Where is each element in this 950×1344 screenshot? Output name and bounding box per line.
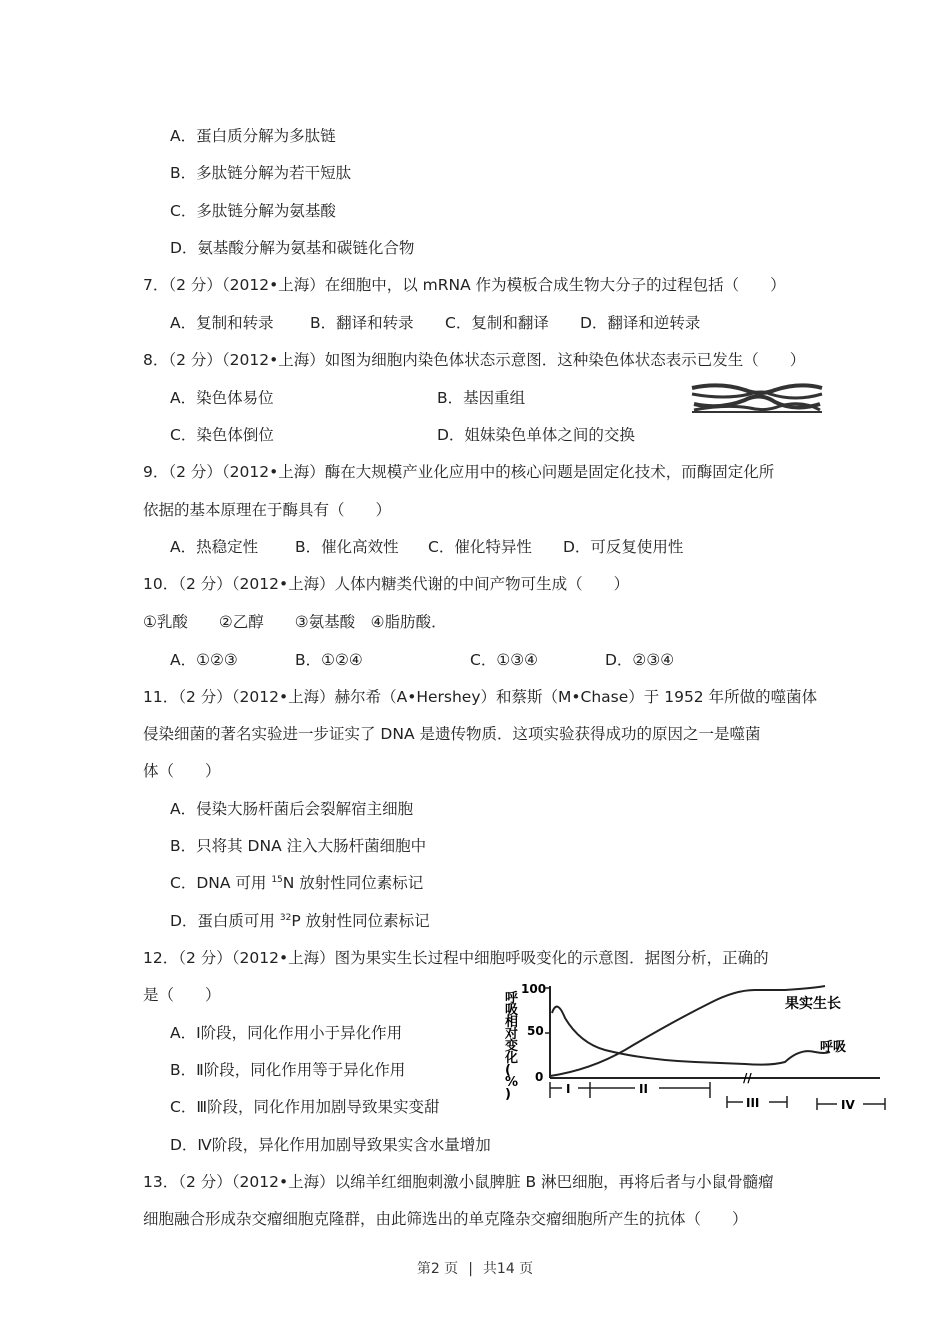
q6-option-c: C．多肽链分解为氨基酸 xyxy=(170,202,336,220)
chart-ylabel-char: ) xyxy=(505,1087,512,1102)
chromosome-diagram xyxy=(690,380,824,414)
q9-option-d: D．可反复使用性 xyxy=(563,538,684,556)
axis-break-mark: // xyxy=(743,1071,752,1085)
q13-stem-line1: 13．（2 分）（2012•上海）以绵羊红细胞刺激小鼠脾脏 B 淋巴细胞，再将后者与小鼠骨髓瘤 xyxy=(143,1173,774,1191)
q10-stem: 10．（2 分）（2012•上海）人体内糖类代谢的中间产物可生成（ ） xyxy=(143,575,630,593)
q10-option-b: B．①②④ xyxy=(295,651,363,669)
q6-option-b: B．多肽链分解为若干短肽 xyxy=(170,164,352,182)
q11-stem-line3: 体（ ） xyxy=(143,762,221,780)
q11-stem-line2: 侵染细菌的著名实验进一步证实了 DNA 是遗传物质．这项实验获得成功的原因之一是噬菌 xyxy=(143,725,761,743)
q7-option-c: C．复制和翻译 xyxy=(445,314,549,332)
stage-brackets xyxy=(550,1082,885,1110)
stage-label-1: I xyxy=(566,1082,571,1096)
chart-ytick-100: 100 xyxy=(521,982,547,996)
q11-option-b: B．只将其 DNA 注入大肠杆菌细胞中 xyxy=(170,837,427,855)
chart-ylabel-char: % xyxy=(505,1075,520,1090)
series-label-fruit-growth: 果实生长 xyxy=(785,996,841,1012)
chart-ylabel-char: 相 xyxy=(505,1015,520,1030)
q11-option-c-text-tail: N 放射性同位素标记 xyxy=(282,874,424,892)
q11-option-d-text-tail: P 放射性同位素标记 xyxy=(291,912,430,930)
chart-ylabel-char: 变 xyxy=(505,1039,520,1054)
q9-stem-line1: 9．（2 分）（2012•上海）酶在大规模产业化应用中的核心问题是固定化技术，而酶固定化所 xyxy=(143,463,775,481)
isotope-mass-15: 15 xyxy=(271,875,283,885)
q9-option-b: B．催化高效性 xyxy=(295,538,399,556)
series-label-respiration: 呼吸 xyxy=(820,1040,847,1055)
q11-option-a: A．侵染大肠杆菌后会裂解宿主细胞 xyxy=(170,800,414,818)
chart-ylabel-char: 吸 xyxy=(505,1003,520,1018)
isotope-mass-32: 32 xyxy=(279,913,292,923)
q9-stem-line2: 依据的基本原理在于酶具有（ ） xyxy=(143,501,392,519)
q6-option-d: D．氨基酸分解为氨基和碳链化合物 xyxy=(170,239,415,257)
chart-ylabel-char: 化 xyxy=(505,1051,520,1066)
q7-stem: 7．（2 分）（2012•上海）在细胞中，以 mRNA 作为模板合成生物大分子的过程包括（ ） xyxy=(143,276,786,294)
q12-option-c: C．Ⅲ阶段，同化作用加剧导致果实变甜 xyxy=(170,1098,440,1116)
q10-option-c: C．①③④ xyxy=(470,651,539,669)
q12-option-d: D．Ⅳ阶段，异化作用加剧导致果实含水量增加 xyxy=(170,1136,491,1154)
stage-label-2: II xyxy=(639,1082,648,1096)
respiration-chart xyxy=(495,978,890,1113)
q10-option-a: A．①②③ xyxy=(170,651,238,669)
q11-option-d-text: D．蛋白质可用 xyxy=(170,912,280,930)
q10-option-d: D．②③④ xyxy=(605,651,675,669)
chart-ylabel xyxy=(504,990,519,1102)
q6-option-a: A．蛋白质分解为多肽链 xyxy=(170,127,336,145)
q11-option-c xyxy=(170,871,423,893)
chart-ytick-0: 0 xyxy=(535,1070,544,1084)
q7-option-b: B．翻译和转录 xyxy=(310,314,414,332)
chart-ytick-50: 50 xyxy=(527,1024,544,1038)
q8-stem: 8．（2 分）（2012•上海）如图为细胞内染色体状态示意图．这种染色体状态表示已发生（ ） xyxy=(143,351,806,369)
chart-ylabel-char: 呼 xyxy=(505,991,520,1006)
q7-option-d: D．翻译和逆转录 xyxy=(580,314,701,332)
q9-option-c: C．催化特异性 xyxy=(428,538,532,556)
q12-stem-line2: 是（ ） xyxy=(143,986,221,1004)
q8-option-d: D．姐妹染色单体之间的交换 xyxy=(437,426,635,444)
q8-option-a: A．染色体易位 xyxy=(170,389,274,407)
q9-option-a: A．热稳定性 xyxy=(170,538,259,556)
chart-ylabel-char: 对 xyxy=(505,1027,520,1042)
q11-stem-line1: 11．（2 分）（2012•上海）赫尔希（A•Hershey）和蔡斯（M•Chase）于 1952 年所做的噬菌体 xyxy=(143,688,818,706)
q11-option-c-text: C．DNA 可用 xyxy=(170,874,272,892)
q12-option-b: B．Ⅱ阶段，同化作用等于异化作用 xyxy=(170,1061,406,1079)
q12-option-a: A．Ⅰ阶段，同化作用小于异化作用 xyxy=(170,1024,403,1042)
q8-option-b: B．基因重组 xyxy=(437,389,526,407)
footer-separator: | xyxy=(468,1261,473,1277)
q7-option-a: A．复制和转录 xyxy=(170,314,274,332)
page-footer xyxy=(0,1258,950,1278)
q12-stem-line1: 12．（2 分）（2012•上海）图为果实生长过程中细胞呼吸变化的示意图．据图分析，正确的 xyxy=(143,949,769,967)
q11-option-d xyxy=(170,909,430,931)
stage-label-3: III xyxy=(746,1096,760,1110)
stage-label-4: IV xyxy=(841,1098,855,1112)
footer-total-pages: 共14 页 xyxy=(482,1261,534,1277)
q10-items: ①乳酸 ②乙醇 ③氨基酸 ④脂肪酸． xyxy=(143,613,447,631)
chart-ylabel-char: ( xyxy=(505,1063,512,1078)
q8-option-c: C．染色体倒位 xyxy=(170,426,274,444)
footer-page-number: 第2 页 xyxy=(416,1261,459,1277)
series-respiration xyxy=(552,1007,830,1065)
q13-stem-line2: 细胞融合形成杂交瘤细胞克隆群，由此筛选出的单克隆杂交瘤细胞所产生的抗体（ ） xyxy=(143,1210,748,1228)
